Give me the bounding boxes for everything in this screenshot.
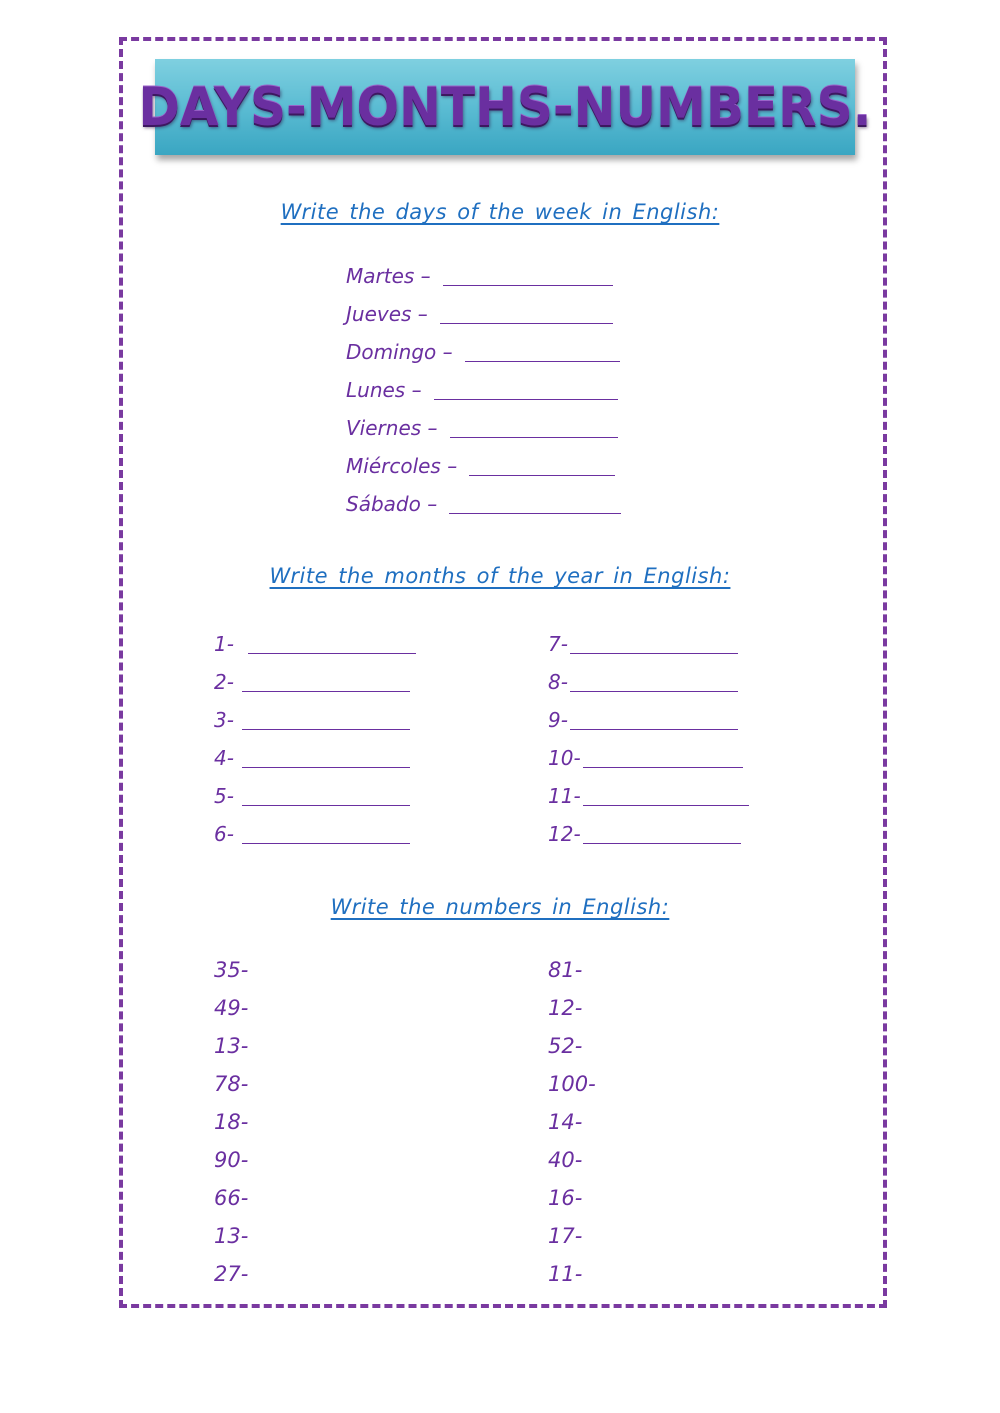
day-label: Lunes – <box>346 378 422 402</box>
month-number: 4- <box>214 746 234 770</box>
answer-blank[interactable] <box>570 633 738 654</box>
answer-blank[interactable] <box>443 265 613 286</box>
month-number: 7- <box>548 632 568 656</box>
answer-blank[interactable] <box>242 671 410 692</box>
day-label: Martes – <box>346 264 431 288</box>
answer-blank[interactable] <box>449 493 621 514</box>
month-item <box>214 816 410 846</box>
numbers-heading: Write the numbers in English: <box>330 895 670 919</box>
page-title: DAYS-MONTHS-NUMBERS. <box>138 76 872 138</box>
month-item <box>214 778 410 808</box>
number-item: 78- <box>214 1072 249 1096</box>
number-item: 13- <box>214 1224 249 1248</box>
month-item <box>214 702 410 732</box>
number-item: 100- <box>548 1072 596 1096</box>
month-item <box>548 778 749 808</box>
number-item: 52- <box>548 1034 583 1058</box>
month-item <box>214 626 416 656</box>
month-item <box>548 664 738 694</box>
answer-blank[interactable] <box>469 455 615 476</box>
answer-blank[interactable] <box>434 379 618 400</box>
day-item <box>346 410 618 440</box>
answer-blank[interactable] <box>583 823 741 844</box>
month-number: 11- <box>548 784 581 808</box>
day-label: Jueves – <box>346 302 428 326</box>
number-item: 66- <box>214 1186 249 1210</box>
day-item <box>346 296 613 326</box>
answer-blank[interactable] <box>570 709 738 730</box>
answer-blank[interactable] <box>242 823 410 844</box>
month-item <box>214 664 410 694</box>
number-item: 27- <box>214 1262 249 1286</box>
month-number: 3- <box>214 708 234 732</box>
day-item <box>346 486 621 516</box>
number-item: 11- <box>548 1262 583 1286</box>
day-item <box>346 334 620 364</box>
month-number: 1- <box>214 632 234 656</box>
number-item: 81- <box>548 958 583 982</box>
month-item <box>548 702 738 732</box>
day-item <box>346 448 615 478</box>
day-item <box>346 372 618 402</box>
number-item: 17- <box>548 1224 583 1248</box>
days-heading: Write the days of the week in English: <box>280 200 720 224</box>
day-item <box>346 258 613 288</box>
month-item <box>548 626 738 656</box>
answer-blank[interactable] <box>450 417 618 438</box>
answer-blank[interactable] <box>242 785 410 806</box>
answer-blank[interactable] <box>242 709 410 730</box>
number-item: 14- <box>548 1110 583 1134</box>
number-item: 18- <box>214 1110 249 1134</box>
month-item <box>548 740 743 770</box>
month-item <box>214 740 410 770</box>
answer-blank[interactable] <box>440 303 613 324</box>
number-item: 40- <box>548 1148 583 1172</box>
number-item: 16- <box>548 1186 583 1210</box>
answer-blank[interactable] <box>242 747 410 768</box>
months-heading: Write the months of the year in English: <box>269 564 731 588</box>
month-number: 8- <box>548 670 568 694</box>
answer-blank[interactable] <box>248 633 416 654</box>
month-number: 2- <box>214 670 234 694</box>
number-item: 49- <box>214 996 249 1020</box>
title-banner <box>138 59 872 155</box>
day-label: Miércoles – <box>346 454 458 478</box>
month-number: 6- <box>214 822 234 846</box>
number-item: 90- <box>214 1148 249 1172</box>
number-item: 12- <box>548 996 583 1020</box>
month-number: 10- <box>548 746 581 770</box>
month-number: 5- <box>214 784 234 808</box>
day-label: Viernes – <box>346 416 438 440</box>
answer-blank[interactable] <box>570 671 738 692</box>
answer-blank[interactable] <box>583 747 743 768</box>
day-label: Domingo – <box>346 340 453 364</box>
month-number: 12- <box>548 822 581 846</box>
day-label: Sábado – <box>346 492 438 516</box>
number-item: 35- <box>214 958 249 982</box>
month-number: 9- <box>548 708 568 732</box>
month-item <box>548 816 741 846</box>
answer-blank[interactable] <box>583 785 749 806</box>
answer-blank[interactable] <box>465 341 620 362</box>
number-item: 13- <box>214 1034 249 1058</box>
